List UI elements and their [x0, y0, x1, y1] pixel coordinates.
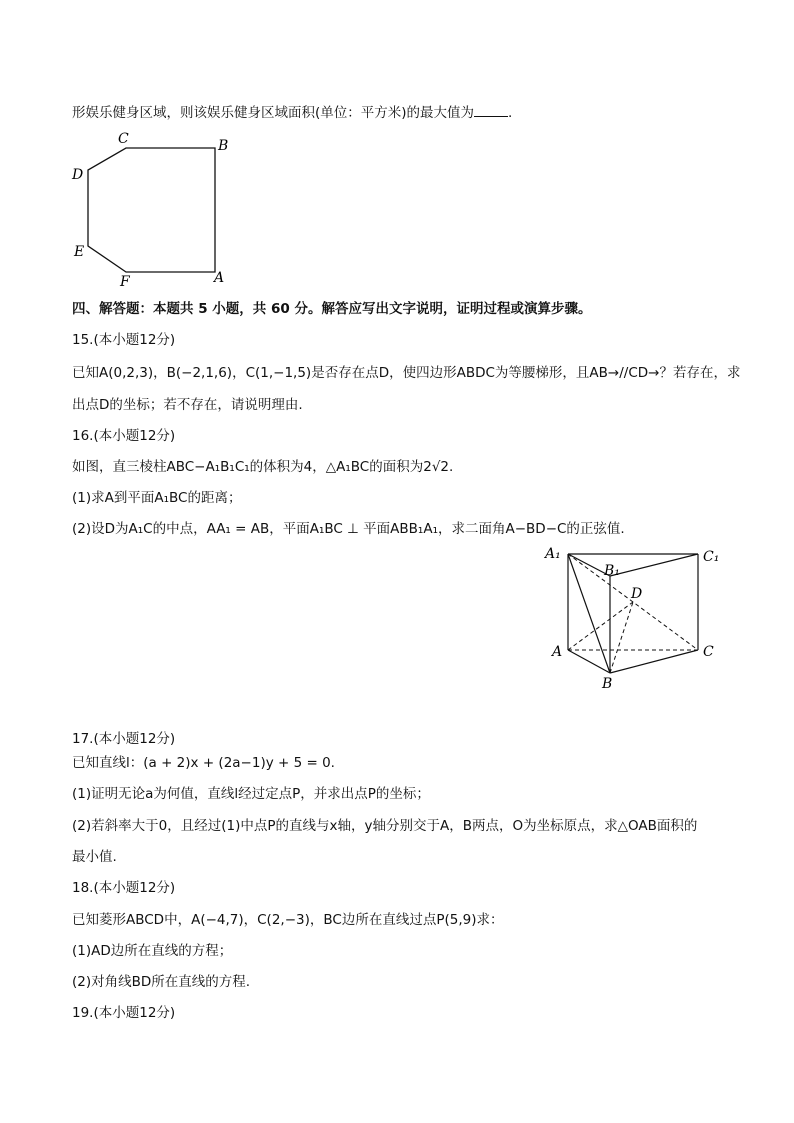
- problem-18-line-3: (2)对角线BD所在直线的方程.: [72, 974, 251, 990]
- answer-blank: [474, 104, 508, 117]
- hex-label-a: A: [214, 270, 225, 286]
- problem-19-header: 19.(本小题12分): [72, 1005, 176, 1021]
- prism-label-c: C: [703, 644, 714, 660]
- problem-17-line-3: (2)若斜率大于0，且经过(1)中点P的直线与x轴，y轴分别交于A，B两点，O为坐标原点，求△OAB面积的: [72, 818, 698, 834]
- problem-16-line-1: 如图，直三棱柱ABC−A₁B₁C₁的体积为4，△A₁BC的面积为2√2.: [72, 459, 454, 475]
- prism-label-b1: B₁: [604, 563, 620, 579]
- problem-18-line-2: (1)AD边所在直线的方程；: [72, 943, 233, 959]
- problem-18-line-1: 已知菱形ABCD中，A(−4,7)，C(2,−3)，BC边所在直线过点P(5,9)求：: [72, 912, 504, 928]
- hex-label-d: D: [72, 167, 84, 183]
- problem-17-line-2: (1)证明无论a为何值，直线l经过定点P，并求出点P的坐标；: [72, 786, 430, 802]
- problem-16-header: 16.(本小题12分): [72, 428, 176, 444]
- problem-16-line-3: (2)设D为A₁C的中点，AA₁ = AB，平面A₁BC ⊥ 平面ABB₁A₁，求二面角A−BD−C的正弦值.: [72, 521, 625, 537]
- problem-17-line-1: 已知直线l：(a + 2)x + (2a−1)y + 5 = 0.: [72, 755, 335, 771]
- edge-b-c: [610, 650, 698, 673]
- problem-17-header: 17.(本小题12分): [72, 731, 176, 747]
- problem-15-line-1: 已知A(0,2,3)，B(−2,1,6)，C(1,−1,5)是否存在点D，使四边形ABDC为等腰梯形，且AB→//CD→？若存在，求: [72, 365, 741, 381]
- edge-b-d-hidden: [610, 602, 633, 673]
- intro-text: 形娱乐健身区域，则该娱乐健身区域面积(单位：平方米)的最大值为: [72, 105, 475, 121]
- hex-label-e: E: [74, 244, 85, 260]
- problem-15-header: 15.(本小题12分): [72, 332, 176, 348]
- hex-label-f: F: [120, 274, 130, 290]
- edge-b1-c1: [610, 554, 698, 576]
- hexagon-figure: [60, 128, 240, 293]
- intro-end: .: [508, 105, 513, 121]
- section-four-heading: 四、解答题：本题共 5 小题，共 60 分。解答应写出文字说明，证明过程或演算步骤。: [72, 301, 592, 317]
- problem-17-line-4: 最小值.: [72, 849, 117, 865]
- prism-label-b: B: [602, 676, 613, 692]
- problem-18-header: 18.(本小题12分): [72, 880, 176, 896]
- prism-label-d: D: [631, 586, 643, 602]
- intro-line: [72, 104, 512, 122]
- prism-label-a: A: [552, 644, 563, 660]
- problem-15-line-2: 出点D的坐标；若不存在，请说明理由.: [72, 397, 303, 413]
- hexagon-outline: [88, 148, 215, 272]
- hex-label-b: B: [218, 138, 229, 154]
- prism-label-c1: C₁: [703, 549, 720, 565]
- edge-a-d-hidden: [568, 602, 633, 650]
- prism-label-a1: A₁: [545, 546, 561, 562]
- prism-figure: [540, 538, 730, 698]
- problem-16-line-2: (1)求A到平面A₁BC的距离；: [72, 490, 242, 506]
- hex-label-c: C: [118, 131, 129, 147]
